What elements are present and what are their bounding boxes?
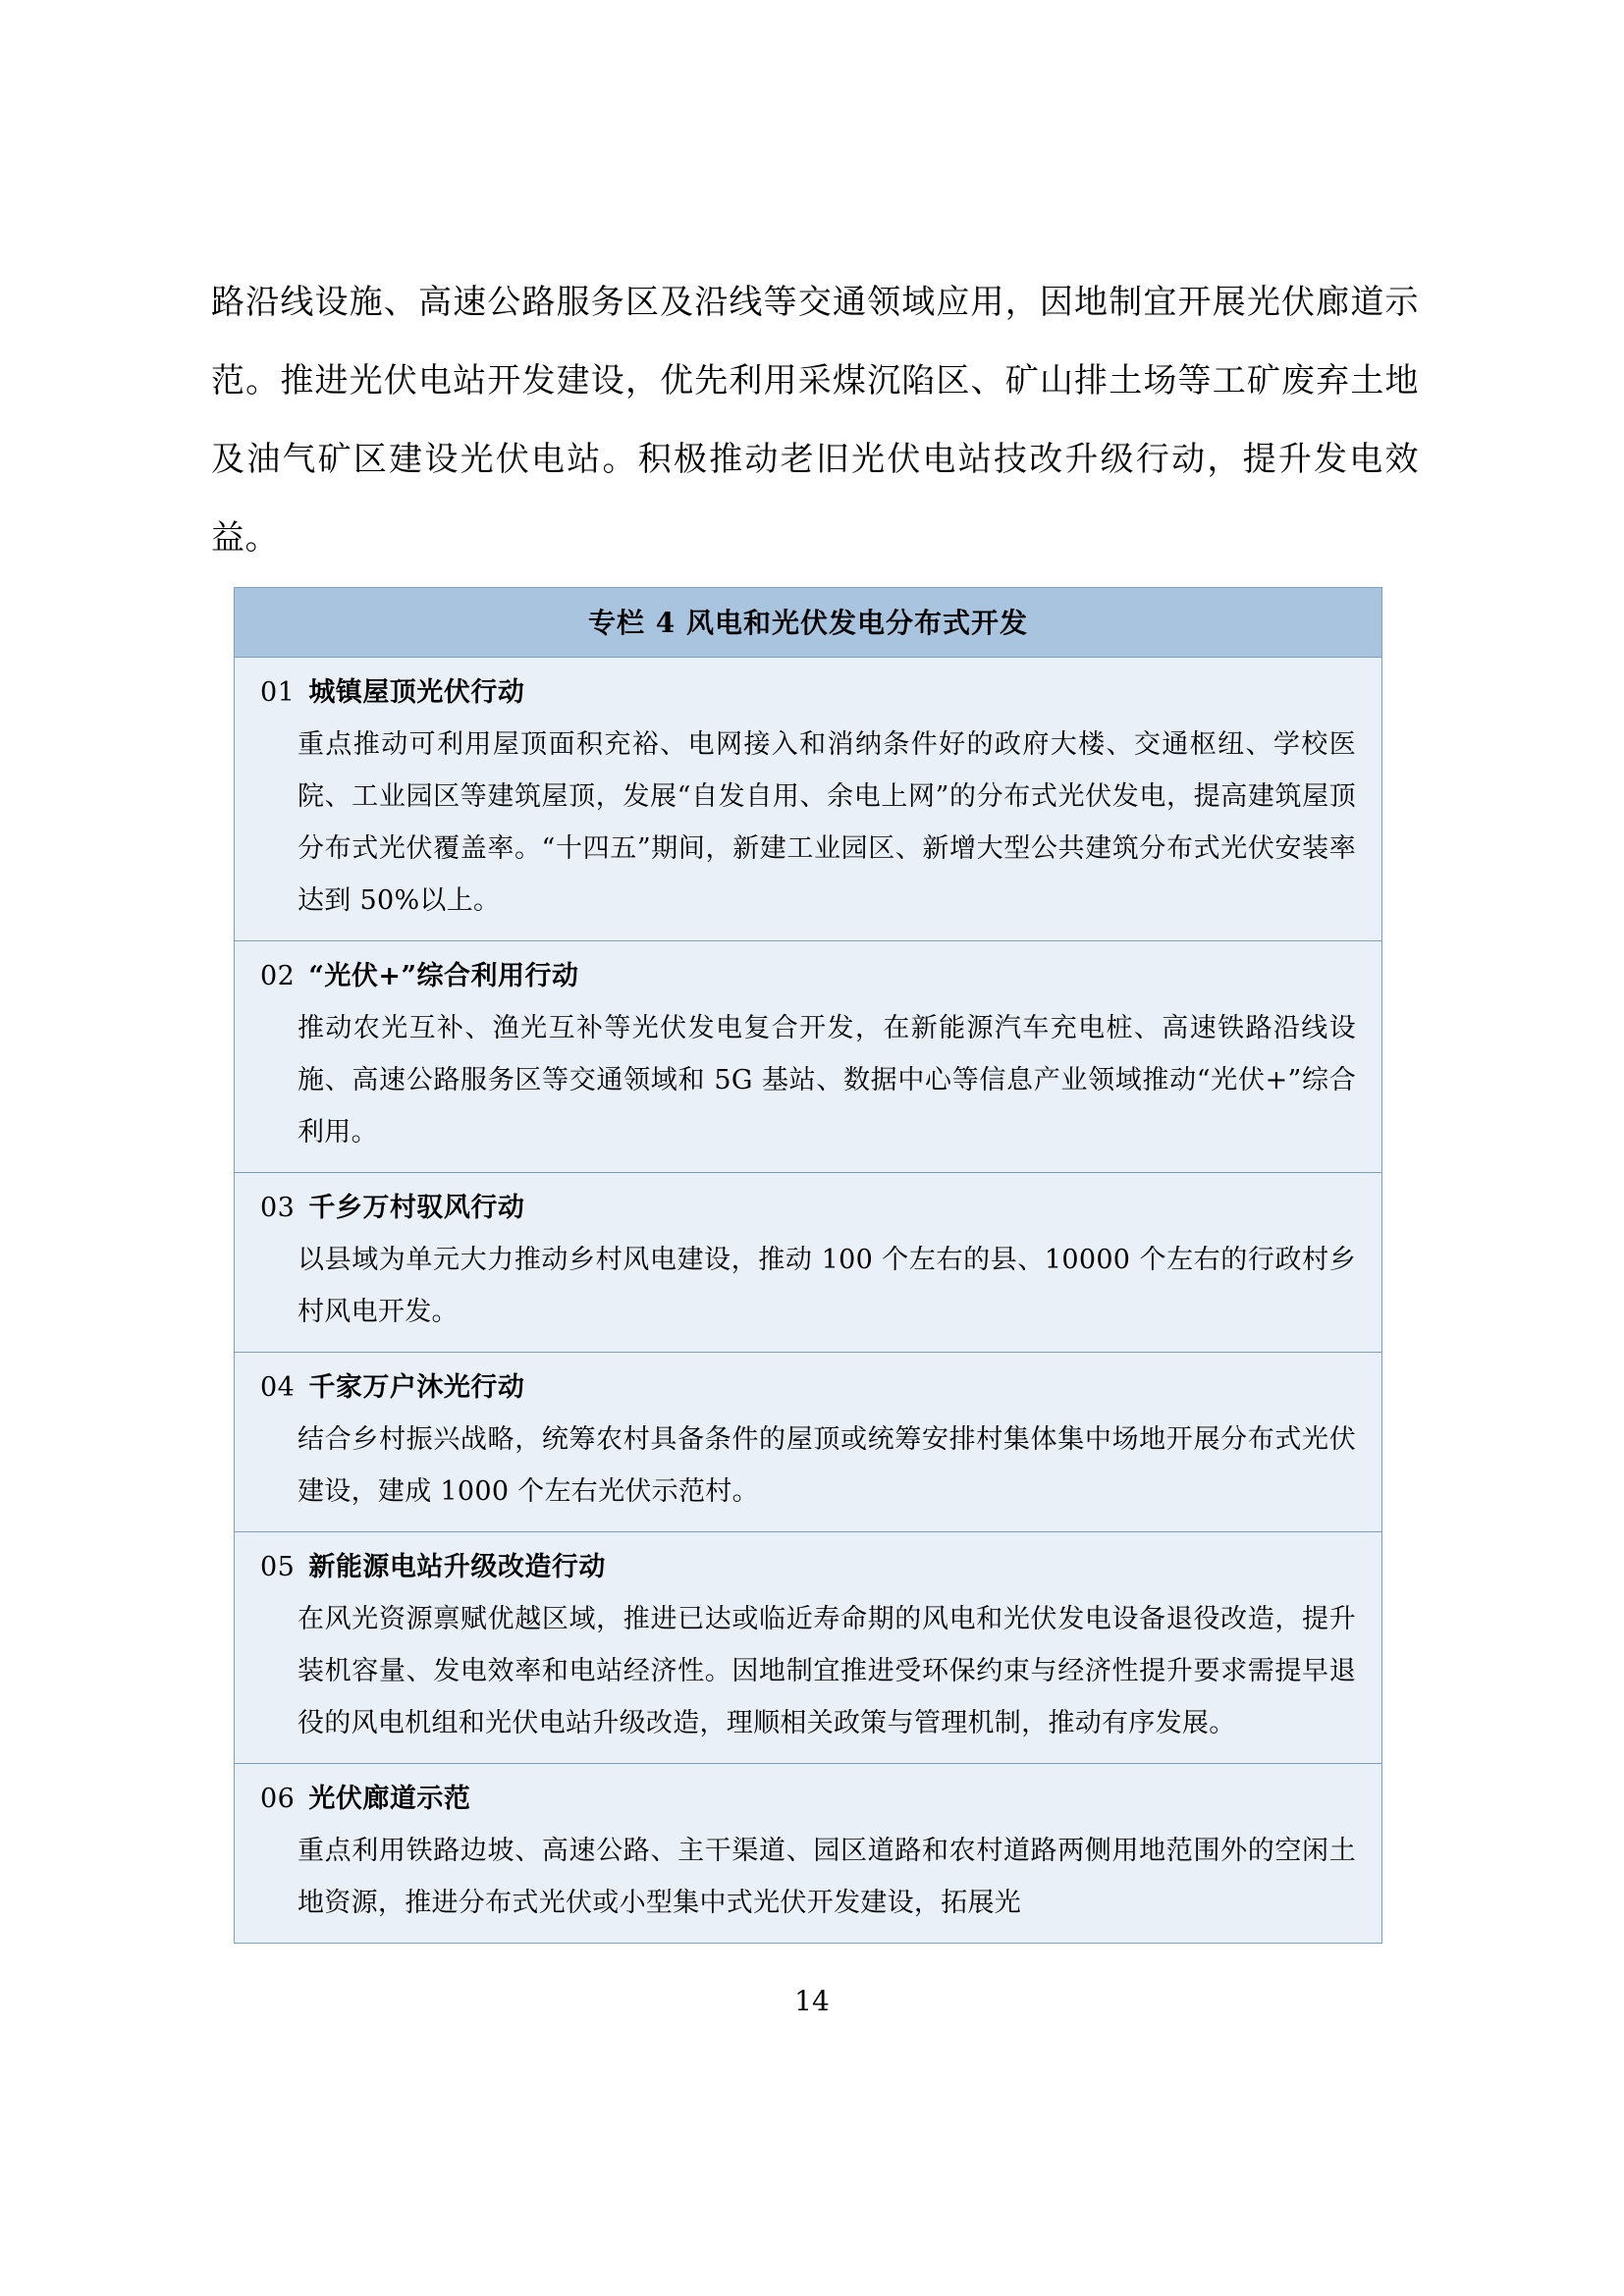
- table-row: [235, 1353, 1382, 1532]
- box-item-02: [235, 941, 1382, 1173]
- box-item-06: [235, 1764, 1382, 1944]
- item-title-06: [260, 1774, 1356, 1825]
- table-row: [235, 658, 1382, 941]
- box-item-05: [235, 1532, 1382, 1764]
- table-row: [235, 941, 1382, 1173]
- item-title-05: [260, 1542, 1356, 1593]
- box-header-row: [235, 588, 1382, 658]
- paragraph-text: 路沿线设施、高速公路服务区及沿线等交通领域应用，因地制宜开展光伏廊道示范。推进光伏电站开发建设，优先利用采煤沉陷区、矿山排土场等工矿废弃土地及油气矿区建设光伏电站。积极推动老旧光伏电站技改升级行动，提升发电效益。: [211, 283, 1419, 558]
- item-body-01: 重点推动可利用屋顶面积充裕、电网接入和消纳条件好的政府大楼、交通枢纽、学校医院、工业园区等建筑屋顶，发展“自发自用、余电上网”的分布式光伏发电，提高建筑屋顶分布式光伏覆盖率。“十四五”期间，新建工业园区、新增大型公共建筑分布式光伏安装率达到 50%以上。: [298, 729, 1356, 916]
- box-item-01: [235, 658, 1382, 941]
- table-row: [235, 1532, 1382, 1764]
- body-paragraph: [211, 263, 1419, 577]
- box-title: 专栏 4 风电和光伏发电分布式开发: [235, 588, 1382, 658]
- table-row: [235, 1764, 1382, 1944]
- box-item-03: [235, 1173, 1382, 1353]
- feature-box-table: [234, 587, 1382, 1944]
- item-heading-02: “光伏+”综合利用行动: [308, 961, 579, 991]
- item-number-01: 01: [260, 677, 296, 708]
- item-heading-03: 千乡万村驭风行动: [308, 1193, 525, 1223]
- item-heading-01: 城镇屋顶光伏行动: [308, 677, 525, 708]
- item-body-04: 结合乡村振兴战略，统筹农村具备条件的屋顶或统筹安排村集体集中场地开展分布式光伏建设，建成 1000 个左右光伏示范村。: [298, 1424, 1356, 1507]
- page-number: 14: [794, 1985, 830, 2017]
- table-row: [235, 1173, 1382, 1353]
- item-number-03: 03: [260, 1193, 296, 1223]
- item-number-05: 05: [260, 1552, 296, 1582]
- item-body-05: 在风光资源禀赋优越区域，推进已达或临近寿命期的风电和光伏发电设备退役改造，提升装机容量、发电效率和电站经济性。因地制宜推进受环保约束与经济性提升要求需提早退役的风电机组和光伏电站升级改造，理顺相关政策与管理机制，推动有序发展。: [298, 1604, 1356, 1738]
- item-body-03: 以县域为单元大力推动乡村风电建设，推动 100 个左右的县、10000 个左右的行政村乡村风电开发。: [298, 1245, 1356, 1327]
- item-title-02: [260, 951, 1356, 1002]
- item-title-01: [260, 667, 1356, 719]
- item-heading-05: 新能源电站升级改造行动: [308, 1552, 606, 1582]
- box-item-04: [235, 1353, 1382, 1532]
- item-heading-04: 千家万户沐光行动: [308, 1372, 525, 1403]
- item-body-02: 推动农光互补、渔光互补等光伏发电复合开发，在新能源汽车充电桩、高速铁路沿线设施、高速公路服务区等交通领域和 5G 基站、数据中心等信息产业领域推动“光伏+”综合利用。: [298, 1013, 1356, 1148]
- item-body-06: 重点利用铁路边坡、高速公路、主干渠道、园区道路和农村道路两侧用地范围外的空闲土地资源，推进分布式光伏或小型集中式光伏开发建设，拓展光: [298, 1836, 1356, 1918]
- item-title-03: [260, 1183, 1356, 1234]
- item-heading-06: 光伏廊道示范: [308, 1784, 471, 1814]
- item-number-06: 06: [260, 1784, 296, 1814]
- item-title-04: [260, 1362, 1356, 1414]
- item-number-04: 04: [260, 1372, 296, 1403]
- item-number-02: 02: [260, 961, 296, 991]
